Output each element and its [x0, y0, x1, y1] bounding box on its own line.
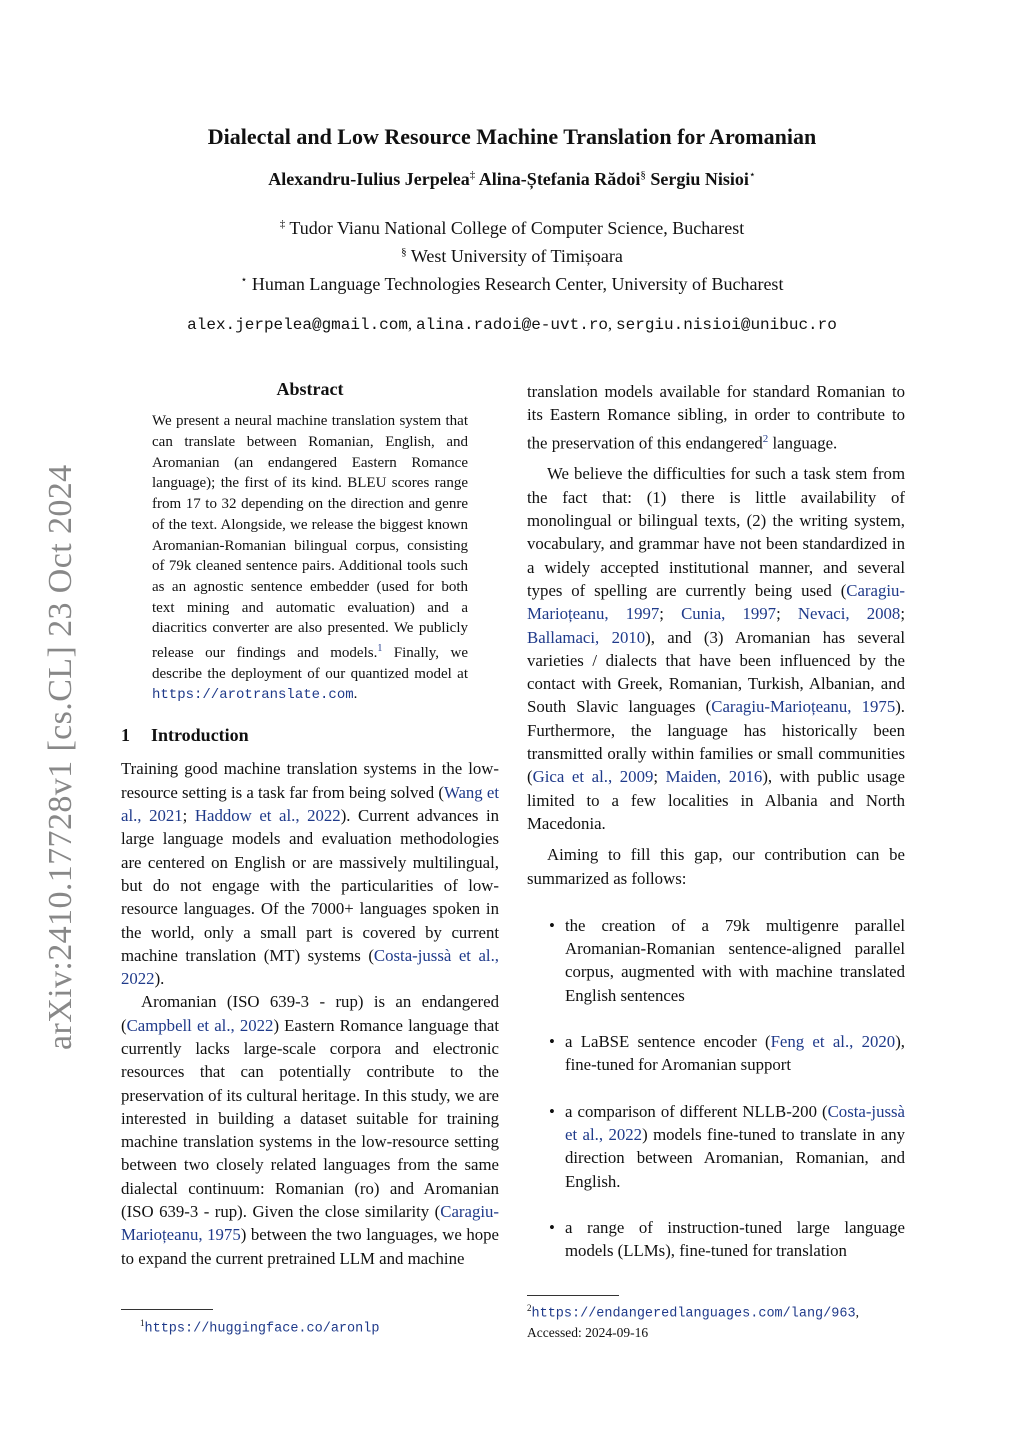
email-address[interactable]: sergiu.nisioi@unibuc.ro — [616, 316, 837, 334]
bullet-icon: • — [549, 1032, 555, 1052]
text: ). — [154, 969, 165, 989]
text: ) models fine-tuned to translate in any direction between Aromanian, Romanian, and English. — [565, 1124, 905, 1191]
affiliation-line — [0, 240, 1024, 268]
citation-link[interactable]: Costa-jussà et al., 2022 — [565, 1101, 905, 1144]
bullet-icon: • — [549, 1217, 555, 1237]
huggingface-link[interactable]: https://huggingface.co/aronlp — [144, 1321, 380, 1337]
abstract-text: We present a neural machine translation system that can translate between Romanian, English, and Aromanian (an endangered Eastern Romance language); the first of its kind. BLEU scores range from 17 to 32 depending on the direction and genre of the text. Alongside, we release the biggest known Aromanian-Romanian bilingual corpus, consisting of 79k cleaned sentence pairs. Additional tools such as an agnostic sentence embedder (used for both text mining and automatic evaluation) and a diacritics converter are also presented. We publicly release our findings and models. — [152, 413, 468, 662]
text: , Accessed: 2024-09-16 — [527, 1304, 859, 1340]
author-name: Alina-Ștefania Rădoi — [478, 169, 641, 189]
footnote-ref-2[interactable]: 2 — [762, 432, 769, 445]
punctuation: . — [353, 686, 358, 703]
text: a LaBSE sentence encoder ( — [565, 1032, 771, 1052]
right-column — [527, 380, 905, 1285]
intro-paragraph-2 — [121, 990, 499, 1270]
footnote-mark: 2 — [527, 1303, 532, 1313]
intro-paragraph-1 — [121, 757, 499, 990]
list-item — [527, 1100, 905, 1193]
paper-title: Dialectal and Low Resource Machine Translation for Aromanian — [207, 124, 817, 149]
footnote-2 — [527, 1299, 905, 1342]
citation-link[interactable]: Gica et al., 2009 — [532, 767, 654, 787]
abstract-body — [152, 411, 468, 706]
text: ; — [182, 806, 195, 826]
text: the creation of a 79k multigenre parallel Aromanian-Romanian sentence-aligned parallel corpus, augmented with with machine translated English sentences — [565, 915, 905, 1005]
citation-link[interactable]: Caragiu-Marioțeanu, 1975 — [711, 697, 896, 717]
text: translation models available for standard Romanian to its Eastern Romance sibling, in order to contribute to the preservation of this endangered — [527, 382, 905, 453]
footnote-ref-1[interactable]: 1 — [377, 643, 383, 655]
text: Training good machine translation systems in the low-resource setting is a task far from being solved ( — [121, 759, 499, 802]
citation-link[interactable]: Caragiu-Marioțeanu, 1997 — [527, 580, 905, 624]
bullet-icon: • — [549, 1101, 555, 1121]
email-address[interactable]: alex.jerpelea@gmail.com — [187, 316, 408, 334]
text: language. — [768, 433, 838, 453]
affiliation-line — [0, 268, 1024, 296]
footnote-rule — [121, 1309, 213, 1310]
author-name: Sergiu Nisioi — [650, 169, 749, 189]
text: ). Current advances in large language models and evaluation methodologies are centered on English or are massively multilingual, but do not engage with the particularities of low-resource languages. Of the 7000+ languages spoken in the world, only a small part is covered by current machine translation (MT) systems ( — [121, 806, 500, 965]
text: ). Furthermore, the language has historically been transmitted orally within families or small communities ( — [527, 697, 906, 787]
left-column — [121, 378, 499, 1270]
section-title: Introduction — [151, 725, 249, 746]
text: ), with public usage limited to a few localities in Albania and North Macedonia. — [527, 767, 906, 833]
affiliation-text: Human Language Technologies Research Center, University of Bucharest — [251, 274, 784, 294]
text: ; — [900, 604, 905, 624]
affiliation-mark: § — [401, 246, 407, 258]
citation-link[interactable]: Nevaci, 2008 — [797, 604, 901, 624]
affiliation-text: Tudor Vianu National College of Computer Science, Bucharest — [289, 218, 745, 238]
citation-link[interactable]: Costa-jussà et al., 2022 — [121, 945, 499, 989]
list-item — [527, 1216, 905, 1263]
endangered-languages-link[interactable]: https://endangeredlanguages.com/lang/963 — [531, 1306, 856, 1322]
intro-paragraph-4 — [527, 462, 905, 835]
email-list: alex.jerpelea@gmail.com, alina.radoi@e-uvt.ro, sergiu.nisioi@unibuc.ro — [187, 316, 837, 334]
citation-link[interactable]: Maiden, 2016 — [665, 767, 763, 787]
affiliation-text: West University of Timișoara — [410, 246, 623, 266]
text: We believe the difficulties for such a task stem from the fact that: (1) there is little availability of monolingual or bilingual texts, (2) the writing system, vocabulary, and grammar have not been standardized in a widely accepted institutional manner, and several types of spelling are currently being used ( — [527, 464, 905, 600]
section-heading — [121, 724, 499, 747]
footnote-rule — [527, 1295, 619, 1296]
citation-link[interactable]: Ballamaci, 2010 — [527, 627, 646, 647]
author-mark: ‡ — [469, 169, 476, 181]
arotranslate-link[interactable]: https://arotranslate.com — [152, 687, 354, 704]
footnote-1 — [140, 1314, 379, 1339]
author-mark: § — [640, 169, 646, 181]
intro-paragraph-5: Aiming to fill this gap, our contribution can be summarized as follows: — [527, 845, 905, 888]
paper-header — [0, 124, 1024, 334]
footnote-mark: 1 — [140, 1318, 145, 1328]
intro-paragraph-3 — [527, 380, 905, 454]
text: ), and (3) Aromanian has several varieties / dialects that have been influenced by the contact with Greek, Romanian, Turkish, Albanian, and South Slavic languages ( — [527, 627, 905, 717]
citation-link[interactable]: Campbell et al., 2022 — [126, 1015, 274, 1035]
section-number: 1 — [121, 725, 130, 746]
affiliation-line — [0, 212, 1024, 240]
citation-link[interactable]: Cunia, 1997 — [681, 604, 777, 624]
text: ; — [659, 604, 682, 624]
text: ) Eastern Romance language that currently lacks large-scale corpora and electronic resources that can potentially contribute to the preservation of its cultural heritage. In this study, we are interested in building a dataset suitable for training machine translation systems in the low-resource setting between two closely related languages from the same dialectal continuum: Romanian (ro) and Aromanian (ISO 639-3 - rup). Given the close similarity ( — [121, 1015, 499, 1222]
text: ) between the two languages, we hope to expand the current pretrained LLM and machine — [121, 1225, 499, 1268]
email-address[interactable]: alina.radoi@e-uvt.ro — [415, 316, 609, 334]
citation-link[interactable]: Caragiu-Marioțeanu, 1975 — [121, 1202, 499, 1245]
citation-link[interactable]: Haddow et al., 2022 — [194, 806, 341, 826]
author-list — [0, 168, 1024, 190]
text: a comparison of different NLLB-200 ( — [565, 1101, 828, 1121]
citation-link[interactable]: Wang et al., 2021 — [121, 782, 500, 826]
text: ; — [776, 604, 798, 624]
contribution-list — [527, 914, 905, 1263]
text: ), fine-tuned for Aromanian support — [565, 1032, 905, 1075]
abstract-text: Finally, we describe the deployment of our quantized model at — [152, 645, 468, 682]
list-item — [527, 914, 905, 1007]
citation-link[interactable]: Feng et al., 2020 — [770, 1032, 896, 1052]
affiliation-mark: ⋆ — [240, 274, 248, 286]
affiliations — [0, 212, 1024, 296]
author-mark: ⋆ — [748, 169, 756, 181]
list-item — [527, 1030, 905, 1077]
bullet-icon: • — [549, 915, 555, 935]
affiliation-mark: ‡ — [279, 218, 286, 230]
arxiv-identifier-stamp: arXiv:2410.17728v1 [cs.CL] 23 Oct 2024 — [42, 464, 79, 1050]
text: Aromanian (ISO 639-3 - rup) is an endangered ( — [121, 992, 499, 1035]
text: a range of instruction-tuned large language models (LLMs), fine-tuned for translation — [565, 1217, 905, 1261]
abstract-heading: Abstract — [276, 379, 344, 399]
author-name: Alexandru-Iulius Jerpelea — [268, 169, 470, 189]
text: ; — [653, 767, 666, 787]
